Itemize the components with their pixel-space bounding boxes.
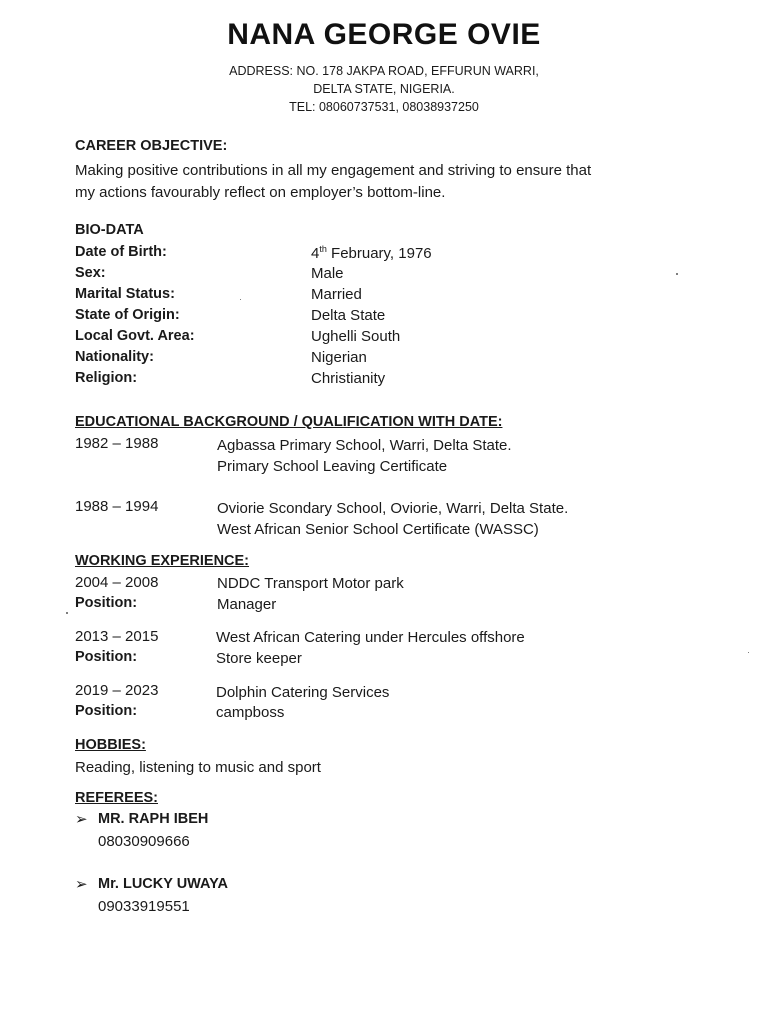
experience-position-label: Position: (75, 649, 138, 665)
education-certificate: Primary School Leaving Certificate (217, 458, 448, 475)
experience-position: Manager (217, 596, 277, 613)
biodata-label-lga: Local Govt. Area: (75, 328, 195, 344)
career-objective-heading: CAREER OBJECTIVE: (75, 138, 228, 154)
hobbies-heading: HOBBIES: (75, 737, 146, 753)
career-objective-line-1: Making positive contributions in all my engagement and striving to ensure that (75, 162, 592, 179)
education-certificate: West African Senior School Certificate (WASSC) (217, 521, 539, 538)
experience-position-label: Position: (75, 595, 138, 611)
scan-speck (66, 612, 68, 614)
experience-employer: Dolphin Catering Services (216, 684, 390, 701)
biodata-label-marital-status: Marital Status: (75, 286, 175, 302)
biodata-value-nationality: Nigerian (311, 349, 367, 366)
address-line-2: DELTA STATE, NIGERIA. (313, 82, 455, 96)
scan-speck (748, 652, 749, 653)
biodata-heading: BIO-DATA (75, 222, 144, 238)
referee-name: Mr. LUCKY UWAYA (98, 876, 228, 892)
referee-name: MR. RAPH IBEH (98, 811, 209, 827)
experience-years: 2013 – 2015 (75, 628, 159, 645)
referee-bullet-icon: ➢ (75, 811, 88, 828)
experience-position: campboss (216, 704, 285, 721)
referee-phone: 08030909666 (98, 833, 190, 850)
experience-years: 2004 – 2008 (75, 574, 159, 591)
biodata-label-religion: Religion: (75, 370, 138, 386)
referee-phone: 09033919551 (98, 898, 190, 915)
scan-speck (240, 299, 241, 300)
scan-speck (676, 273, 678, 275)
experience-employer: NDDC Transport Motor park (217, 575, 404, 592)
biodata-value-marital-status: Married (311, 286, 362, 303)
dob-ordinal-suffix: th (319, 244, 327, 254)
hobbies-text: Reading, listening to music and sport (75, 759, 321, 776)
biodata-label-nationality: Nationality: (75, 349, 154, 365)
referees-heading: REFEREES: (75, 790, 158, 806)
biodata-value-sex: Male (311, 265, 344, 282)
experience-heading: WORKING EXPERIENCE: (75, 553, 250, 569)
education-school: Agbassa Primary School, Warri, Delta State. (217, 437, 512, 454)
education-heading: EDUCATIONAL BACKGROUND / QUALIFICATION WITH DATE: (75, 414, 503, 430)
biodata-value-lga: Ughelli South (311, 328, 401, 345)
telephone-line: TEL: 08060737531, 08038937250 (289, 100, 479, 114)
biodata-label-dob: Date of Birth: (75, 244, 167, 260)
biodata-value-dob: 4th February, 1976 (311, 244, 432, 262)
applicant-name: NANA GEORGE OVIE (227, 18, 541, 51)
education-school: Oviorie Scondary School, Oviorie, Warri, Delta State. (217, 500, 569, 517)
education-years: 1982 – 1988 (75, 435, 159, 452)
career-objective-line-2: my actions favourably reflect on employer’s bottom-line. (75, 184, 446, 201)
education-years: 1988 – 1994 (75, 498, 159, 515)
experience-position-label: Position: (75, 703, 138, 719)
experience-employer: West African Catering under Hercules offshore (216, 629, 525, 646)
biodata-value-religion: Christianity (311, 370, 386, 387)
biodata-label-sex: Sex: (75, 265, 106, 281)
experience-years: 2019 – 2023 (75, 682, 159, 699)
experience-position: Store keeper (216, 650, 302, 667)
biodata-value-state-of-origin: Delta State (311, 307, 386, 324)
referee-bullet-icon: ➢ (75, 876, 88, 893)
address-line-1: ADDRESS: NO. 178 JAKPA ROAD, EFFURUN WARRI, (229, 64, 539, 78)
biodata-label-state-of-origin: State of Origin: (75, 307, 180, 323)
